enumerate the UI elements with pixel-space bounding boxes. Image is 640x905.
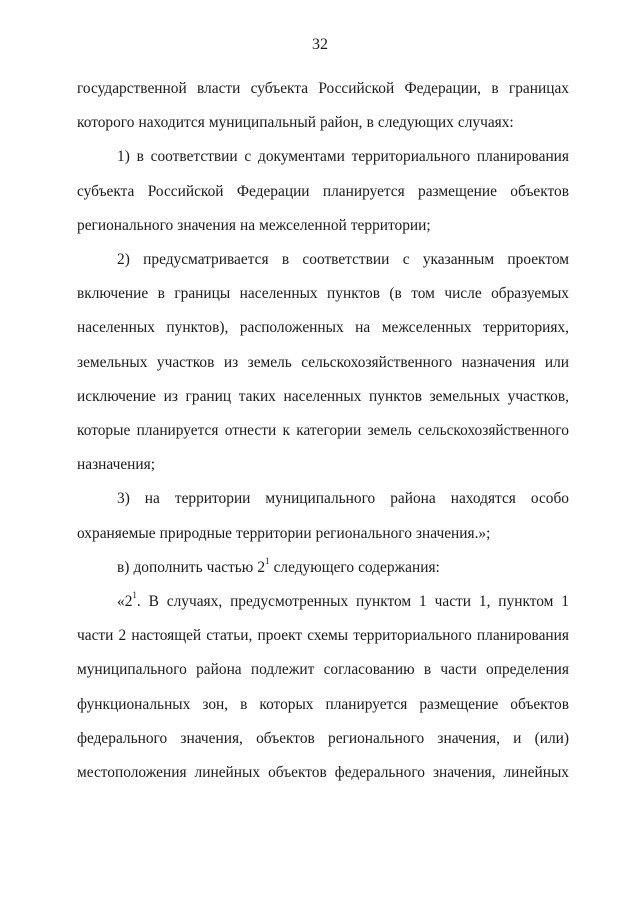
paragraph-item-2: 2) предусматривается в соответствии с указанным проектом включение в границы населенных пунктов (в том числе образуемых населенных пунктов), расположенных на межселенных территориях, земельных участков из земель сельскохозяйственного назначения или исключение из границ таких населенных пунктов земельных участков, которые планируется отнести к категории земель сельскохозяйственного назначения; — [77, 251, 569, 474]
paragraph-item-3: 3) на территории муниципального района находятся особо охраняемые природные территории регионального значения.»; — [77, 490, 569, 542]
paragraph-item-1: 1) в соответствии с документами территориального планирования субъекта Российской Федерации планируется размещение объектов регионального значения на межселенной территории; — [77, 148, 569, 234]
part-2-1-text-before: «2 — [117, 593, 133, 611]
paragraph-part-2-1 — [77, 585, 569, 790]
paragraph-item-v — [77, 551, 569, 585]
item-v-superscript: 1 — [265, 555, 270, 566]
page-number: 32 — [312, 36, 328, 53]
document-body — [77, 72, 569, 790]
item-v-text-after: следующего содержания: — [269, 558, 440, 576]
item-v-text-before: в) дополнить частью 2 — [117, 558, 266, 576]
part-2-1-text-after: . В случаях, предусмотренных пунктом 1 части 1, пунктом 1 части 2 настоящей статьи, проект схемы территориального планирования муниципального района подлежит согласованию в части определения функциональных зон, в которых планируется размещение объектов федерального значения, объектов регионального значения, и (или) местоположения линейных объектов федерального значения, линейных — [77, 593, 569, 782]
part-2-1-superscript: 1 — [132, 589, 137, 600]
paragraph-intro: государственной власти субъекта Российской Федерации, в границах которого находится муниципальный район, в следующих случаях: — [77, 80, 569, 132]
